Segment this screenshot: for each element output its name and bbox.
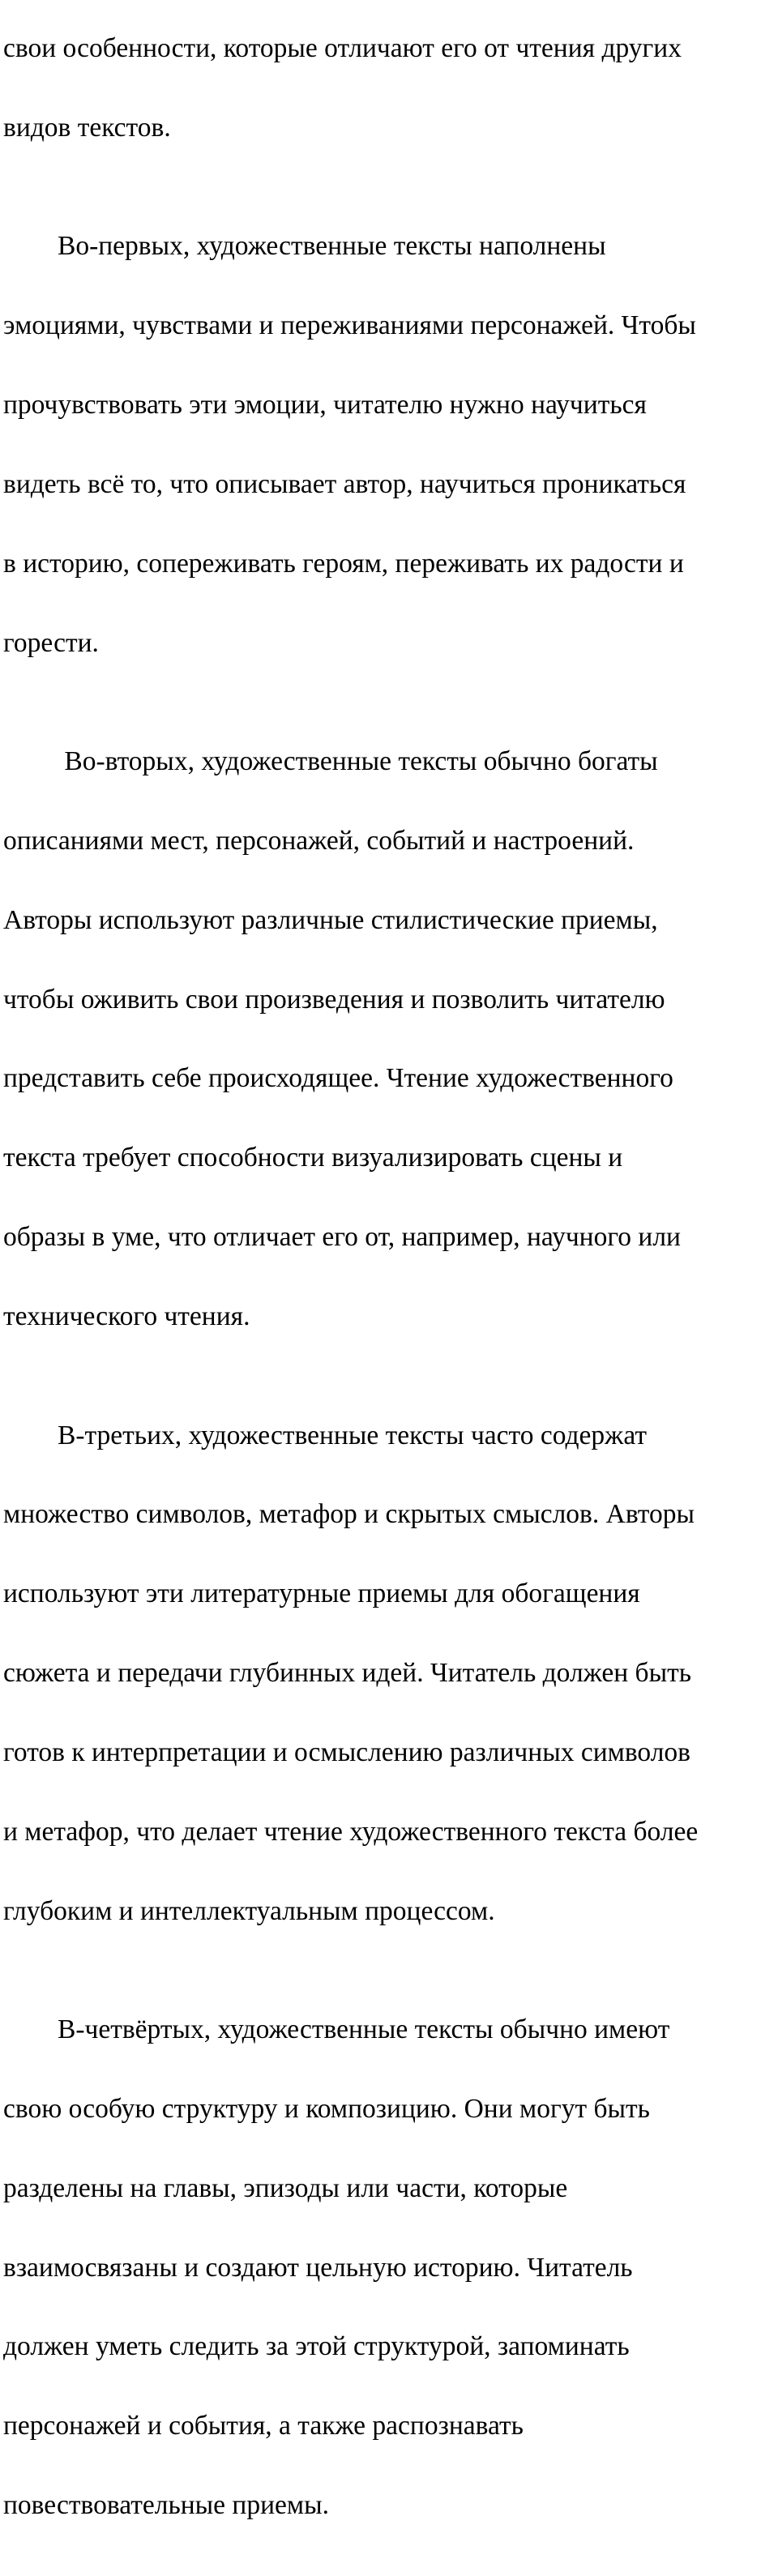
text-line: разделены на главы, эпизоды или части, которые <box>3 2172 568 2203</box>
text-line: свою особую структуру и композицию. Они могут быть <box>3 2094 650 2125</box>
text-line: множество символов, метафор и скрытых смыслов. Авторы <box>3 1499 695 1530</box>
paragraph-intro-tail <box>3 0 778 188</box>
text-line: сюжета и передачи глубинных идей. Читатель должен быть <box>3 1658 692 1689</box>
text-line: Авторы используют различные стилистические приемы, <box>3 904 658 935</box>
text-line: прочувствовать эти эмоции, читателю нужно научиться <box>3 390 647 421</box>
paragraph-third <box>3 1377 778 1972</box>
text-line: Во-вторых, художественные тексты обычно богаты <box>3 746 658 777</box>
text-line: видов текстов. <box>3 112 171 143</box>
text-line: видеть всё то, что описывает автор, научиться проникаться <box>3 468 686 499</box>
text-line: представить себе происходящее. Чтение художественного <box>3 1063 673 1094</box>
paragraph-first <box>3 188 778 703</box>
text-line: готов к интерпретации и осмыслению различных символов <box>3 1737 691 1767</box>
paragraph-second <box>3 703 778 1376</box>
text-line: горести. <box>3 627 99 658</box>
text-line: В-четвёртых, художественные тексты обычно имеют <box>3 2014 670 2045</box>
text-line: образы в уме, что отличает его от, например, научного или <box>3 1222 681 1253</box>
text-line: повествовательные приемы. <box>3 2490 329 2521</box>
paragraph-fourth <box>3 1971 778 2565</box>
text-line: технического чтения. <box>3 1301 250 1331</box>
text-line: взаимосвязаны и создают цельную историю. Читатель <box>3 2252 633 2283</box>
text-line: и метафор, что делает чтение художественного текста более <box>3 1816 699 1847</box>
text-line: В-третьих, художественные тексты часто содержат <box>3 1420 647 1450</box>
text-line: описаниями мест, персонажей, событий и настроений. <box>3 826 635 857</box>
text-line: чтобы оживить свои произведения и позволить читателю <box>3 984 665 1015</box>
text-line: эмоциями, чувствами и переживаниями персонажей. Чтобы <box>3 310 696 341</box>
text-line: текста требует способности визуализировать сцены и <box>3 1143 623 1173</box>
text-line: в историю, сопереживать героям, переживать их радости и <box>3 548 684 579</box>
text-line: глубоким и интеллектуальным процессом. <box>3 1895 495 1926</box>
text-line: используют эти литературные приемы для обогащения <box>3 1578 640 1609</box>
text-line: свои особенности, которые отличают его от чтения других <box>3 32 682 63</box>
text-line: должен уметь следить за этой структурой, запоминать <box>3 2331 630 2362</box>
text-line: персонажей и события, а также распознавать <box>3 2411 524 2441</box>
text-line: Во-первых, художественные тексты наполнены <box>3 231 606 262</box>
